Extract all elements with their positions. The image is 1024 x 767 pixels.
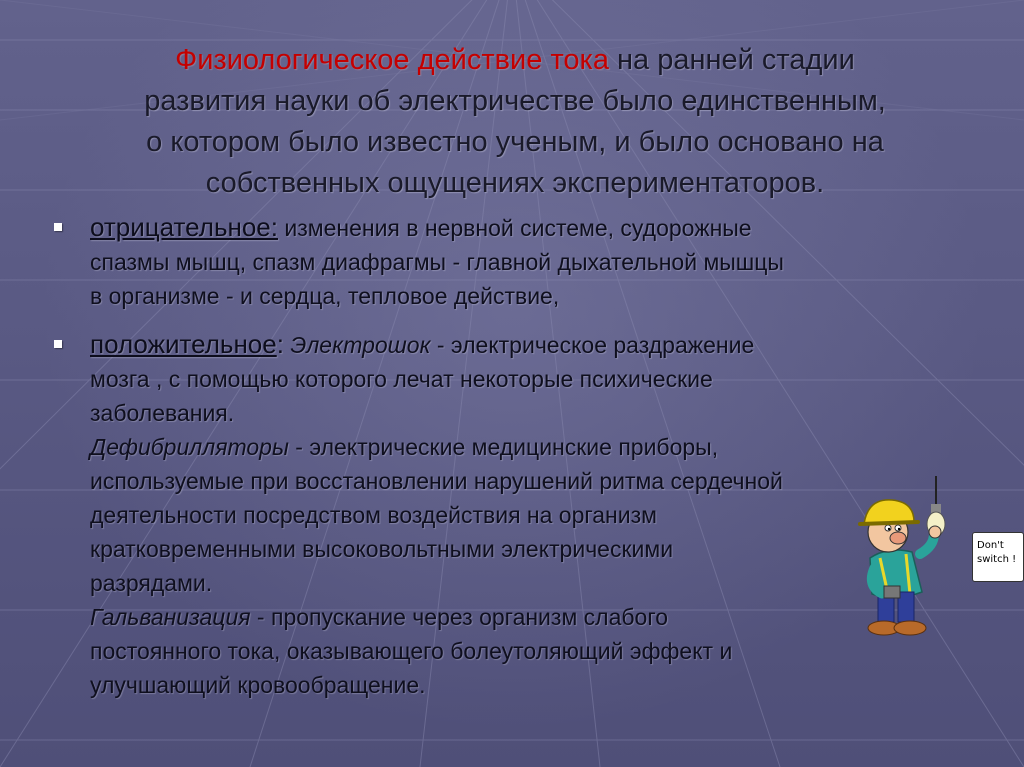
negative-line1: изменения в нервной системе, судорожные <box>278 215 752 241</box>
title-line4: собственных ощущениях экспериментаторов. <box>205 167 825 199</box>
title-line3: о котором было известно ученым, и было основано на <box>146 126 884 158</box>
negative-term: отрицательное: <box>90 212 278 242</box>
electroshock-line2: мозга , с помощью которого лечат некоторые психические <box>90 366 713 392</box>
bullet-list <box>50 210 960 702</box>
galv-term: Гальванизация <box>90 604 251 630</box>
defib-line1: - электрические медицинские приборы, <box>288 434 719 460</box>
positive-term: положительное <box>90 329 277 359</box>
title-highlight: Физиологическое действие тока <box>175 44 609 76</box>
bullet-negative <box>50 210 960 313</box>
square-bullet-icon <box>54 340 62 348</box>
electroshock-line3: заболевания. <box>90 400 235 426</box>
defib-line4: кратковременными высоковольтными электрическими <box>90 536 674 562</box>
defib-term: Дефибрилляторы <box>90 434 289 460</box>
galv-line1: - пропускание через организм слабого <box>250 604 669 630</box>
electroshock-line1: - электрическое раздражение <box>430 332 755 358</box>
negative-line2: спазмы мышц, спазм диафрагмы - главной дыхательной мышцы <box>90 249 784 275</box>
galv-line3: улучшающий кровообращение. <box>90 672 426 698</box>
slide-title <box>70 40 960 204</box>
defib-line5: разрядами. <box>90 570 213 596</box>
galv-line2: постоянного тока, оказывающего болеутоляющий эффект и <box>90 638 733 664</box>
title-line1-rest: на ранней стадии <box>608 44 855 76</box>
sign-line2: switch ! <box>977 554 1017 565</box>
defib-line2: используемые при восстановлении нарушений ритма сердечной <box>90 468 783 494</box>
positive-colon: : <box>276 329 284 359</box>
defib-line3: деятельности посредством воздействия на организм <box>90 502 657 528</box>
bullet-positive <box>50 327 960 702</box>
dont-switch-sign <box>972 532 1024 582</box>
negative-line3: в организме - и сердца, тепловое действие, <box>90 283 560 309</box>
title-line2: развития науки об электричестве было единственным, <box>144 85 886 117</box>
square-bullet-icon <box>54 223 62 231</box>
electroshock-term: Электрошок <box>290 332 431 358</box>
worker-with-lightbulb-illustration <box>848 476 968 646</box>
sign-line1: Don't <box>977 540 1004 551</box>
